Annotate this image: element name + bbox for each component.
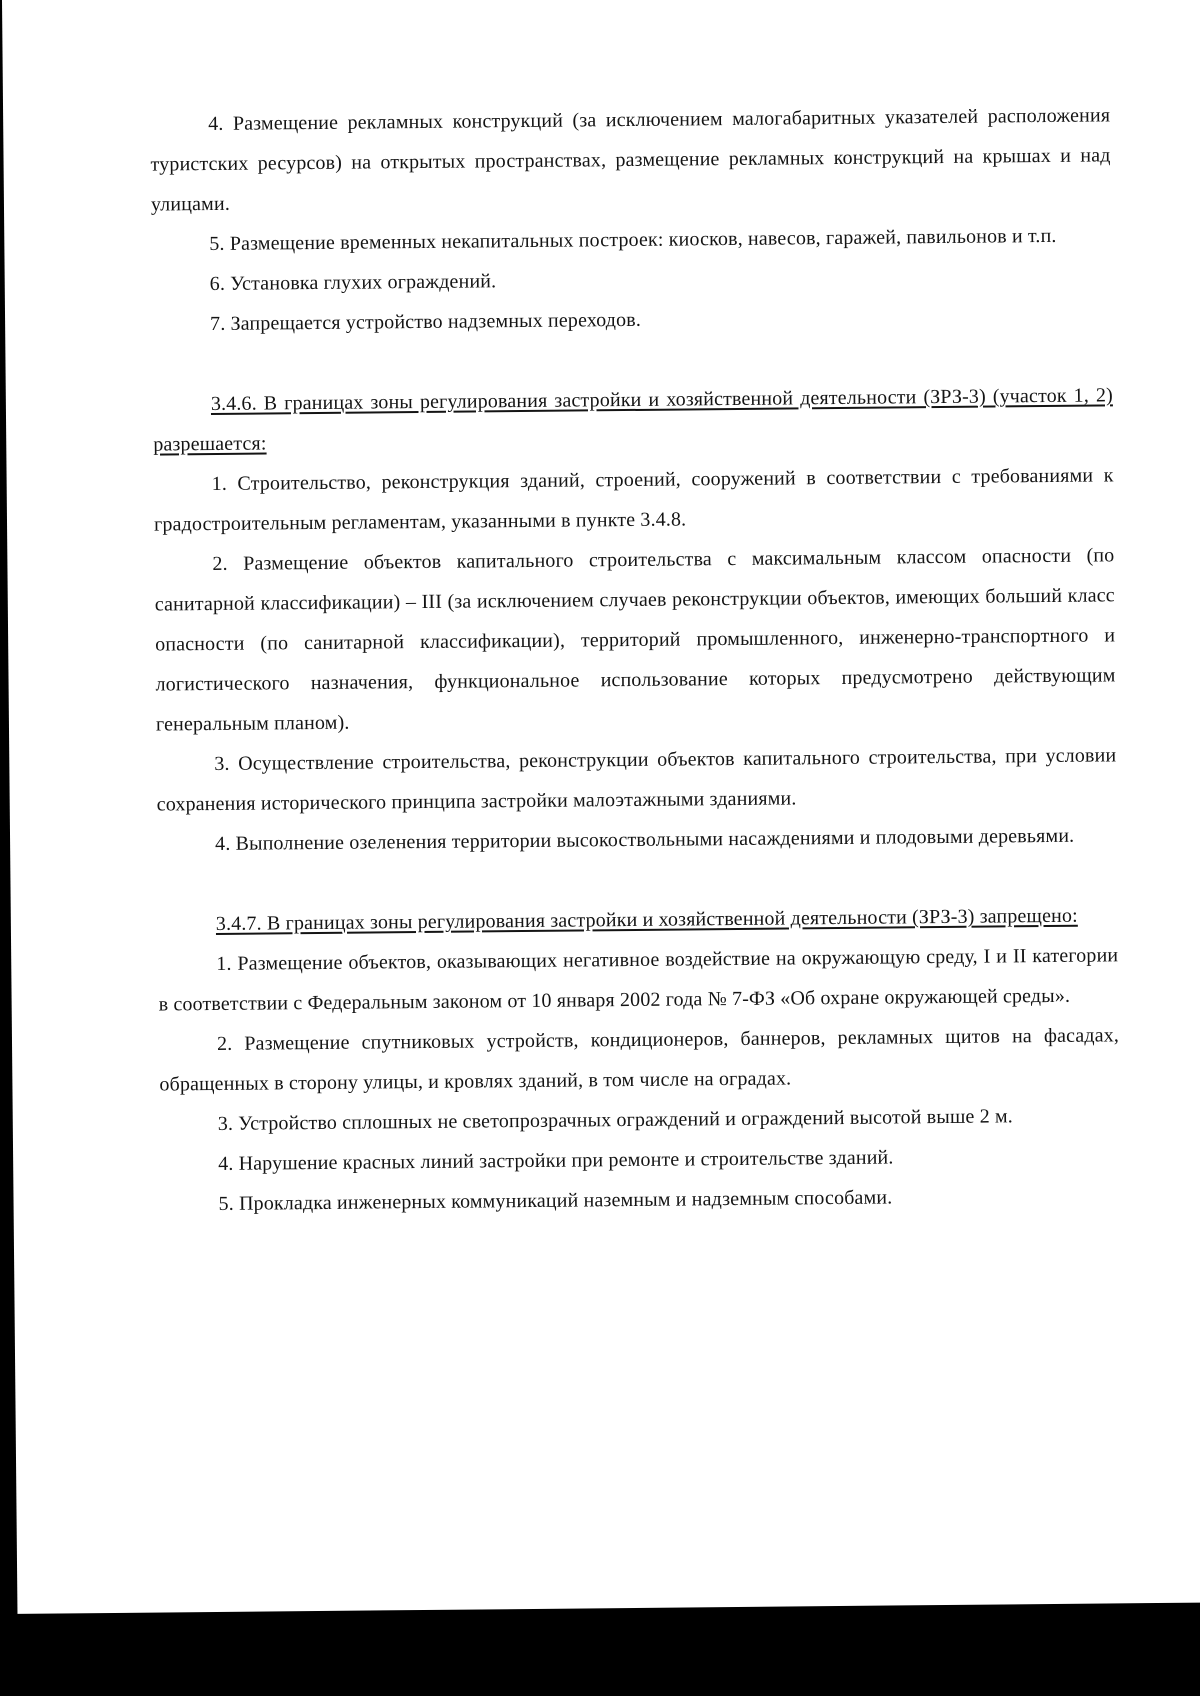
section-3-4-7-item-4: 4. Нарушение красных линий застройки при ремонте и строительстве зданий. <box>218 1146 894 1175</box>
document-page <box>2 0 1200 1614</box>
section-3-4-7-heading: 3.4.7. В границах зоны регулирования застройки и хозяйственной деятельности (ЗРЗ-3) запрещено: <box>215 904 1078 935</box>
intro-item-7: 7. Запрещается устройство надземных переходов. <box>210 308 642 336</box>
section-3-4-6-item-3: 3. Осуществление строительства, реконструкции объектов капитального строительства, при условии сохранения исторического принципа застройки малоэтажными зданиями. <box>156 744 1117 816</box>
section-3-4-6-item-2: 2. Размещение объектов капитального строительства с максимальным классом опасности (по санитарной классификации) – III (за исключением случаев реконструкции объектов, имеющих больший класс опасности (по санитарной классификации), территорий промышленного, инженерно-транспортного и логистического назначения, функциональное использование которых предусмотрено действующим генеральным планом). <box>154 544 1116 736</box>
section-3-4-7-item-5: 5. Прокладка инженерных коммуникаций наземным и надземным способами. <box>218 1186 893 1215</box>
intro-section <box>150 95 1112 344</box>
section-3-4-6-heading: 3.4.6. В границах зоны регулирования застройки и хозяйственной деятельности (ЗРЗ-3) (участок 1, 2) разрешается: <box>153 384 1113 456</box>
section-3-4-7 <box>158 895 1121 1224</box>
section-3-4-7-item-2: 2. Размещение спутниковых устройств, кондиционеров, баннеров, рекламных щитов на фасадах, обращенных в сторону улицы, и кровлях зданий, в том числе на оградах. <box>159 1024 1120 1096</box>
section-3-4-6 <box>153 375 1118 864</box>
intro-item-4: 4. Размещение рекламных конструкций (за исключением малогабаритных указателей расположения туристских ресурсов) на открытых пространствах, размещение рекламных конструкций на крышах и над улицами. <box>150 104 1111 216</box>
section-3-4-6-item-4: 4. Выполнение озеленения территории высокоствольными насаждениями и плодовыми деревьями. <box>215 824 1075 855</box>
section-3-4-6-item-1: 1. Строительство, реконструкция зданий, строений, сооружений в соответствии с требованиями к градостроительным регламентам, указанными в пункте 3.4.8. <box>153 464 1114 536</box>
intro-item-5: 5. Размещение временных некапитальных построек: киосков, навесов, гаражей, павильонов и т.п. <box>209 224 1057 256</box>
intro-item-6: 6. Установка глухих ограждений. <box>209 270 497 296</box>
section-3-4-7-item-1: 1. Размещение объектов, оказывающих негативное воздействие на окружающую среду, I и II категории в соответствии с Федеральным законом от 10 января 2002 года № 7-ФЗ «Об охране окружающей среды». <box>158 944 1119 1016</box>
document-body <box>150 95 1121 1224</box>
section-3-4-7-item-3: 3. Устройство сплошных не светопрозрачных ограждений и ограждений высотой выше 2 м. <box>217 1105 1014 1135</box>
